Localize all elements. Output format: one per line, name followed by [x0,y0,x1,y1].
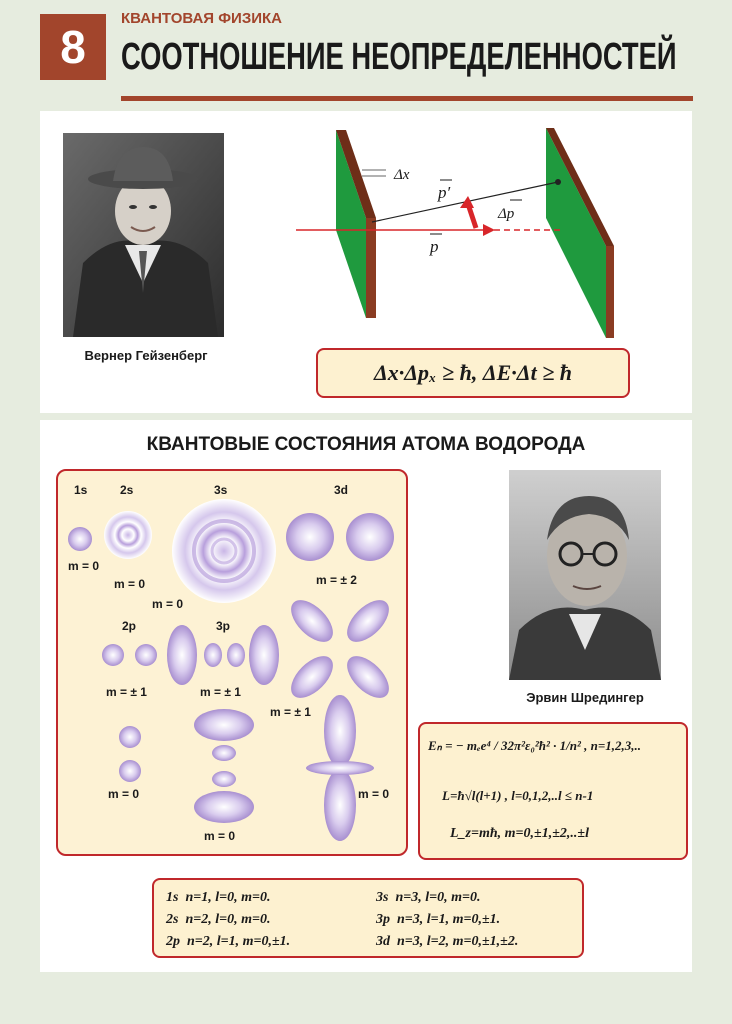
projection-formula: L_z=mħ, m=0,±1,±2,..±l [450,826,589,841]
orbital-3p-m1-a [167,625,197,685]
label-3d: 3d [334,483,349,497]
orbital-2p-m0-a [119,726,141,748]
orbital-3p-m1-b [249,625,279,685]
heisenberg-caption: Вернер Гейзенберг [84,348,208,363]
hydrogen-heading: КВАНТОВЫЕ СОСТОЯНИЯ АТОМА ВОДОРОДА [146,434,586,455]
orbital-2s [104,511,152,559]
slit-diagram [280,118,630,338]
label-m1-2p: m = ± 1 [106,685,147,699]
uncertainty-formula [316,348,630,398]
label-m0-3s: m = 0 [152,597,184,611]
state-3p: 3p n=3, l=1, m=0,±1. [376,912,501,927]
schrodinger-caption: Эрвин Шредингер [526,690,644,705]
state-2p: 2p n=2, l=1, m=0,±1. [166,934,291,949]
page-title: СООТНОШЕНИЕ НЕОПРЕДЕЛЕННОСТЕЙ [121,36,677,78]
uncertainty-formula-text: Δx·Δpₓ ≥ ħ, ΔE·Δt ≥ ħ [373,360,573,385]
orbital-2p-m1-a [102,644,124,666]
p-label: p [430,237,439,256]
right-plate [546,128,606,338]
label-m1-3d: m = ± 1 [270,705,311,719]
label-3p: 3p [216,619,231,633]
state-1s: 1s n=1, l=0, m=0. [166,890,271,905]
label-m2-3d: m = ± 2 [316,573,357,587]
delta-p-label: Δp [498,206,515,222]
heisenberg-portrait [63,133,224,337]
title-rule [121,96,693,101]
orbital-3d-m2-a [286,513,334,561]
orbital-3p-m0-a [194,709,254,741]
label-m0-2s: m = 0 [114,577,146,591]
state-3d: 3d n=3, l=2, m=0,±1,±2. [376,934,519,949]
orbital-panel [56,469,408,856]
p-prime-label: p′ [438,183,451,202]
schrodinger-portrait [509,470,661,680]
label-2p: 2p [122,619,137,633]
energy-formulas [418,722,688,860]
orbital-1s [68,527,92,551]
label-m0-2p: m = 0 [108,787,140,801]
section-number: 8 [40,14,106,80]
state-2s: 2s n=2, l=0, m=0. [166,912,271,927]
orbital-3d-m0-lobe-top [324,695,356,767]
delta-x-label: Δx [394,167,410,183]
orbital-3s [172,499,276,603]
orbital-3d-m1-a [284,593,341,650]
orbital-3p-m0-b [194,791,254,823]
label-m0-3d: m = 0 [358,787,390,801]
state-3s: 3s n=3, l=0, m=0. [376,890,481,905]
quantum-states-box [152,878,584,958]
label-m0-1s: m = 0 [68,559,100,573]
label-m0-3p: m = 0 [204,829,236,843]
energy-formula: Eₙ = − mₑe⁴ / 32π²ε₀²ħ² · 1/n² , n=1,2,3,.. [428,738,642,753]
label-m1-3p: m = ± 1 [200,685,241,699]
label-2s: 2s [120,483,134,497]
label-1s: 1s [74,483,88,497]
label-3s: 3s [214,483,228,497]
orbital-3d-m0-lobe-bottom [324,769,356,841]
orbital-2p-m1-b [135,644,157,666]
section-label: КВАНТОВАЯ ФИЗИКА [121,10,282,27]
orbital-3d-m2-b [346,513,394,561]
orbital-momentum-formula: L=ħ√l(l+1) , l=0,1,2,..l ≤ n-1 [442,788,594,803]
orbital-3d-m0-ring [306,761,374,775]
orbital-2p-m0-b [119,760,141,782]
